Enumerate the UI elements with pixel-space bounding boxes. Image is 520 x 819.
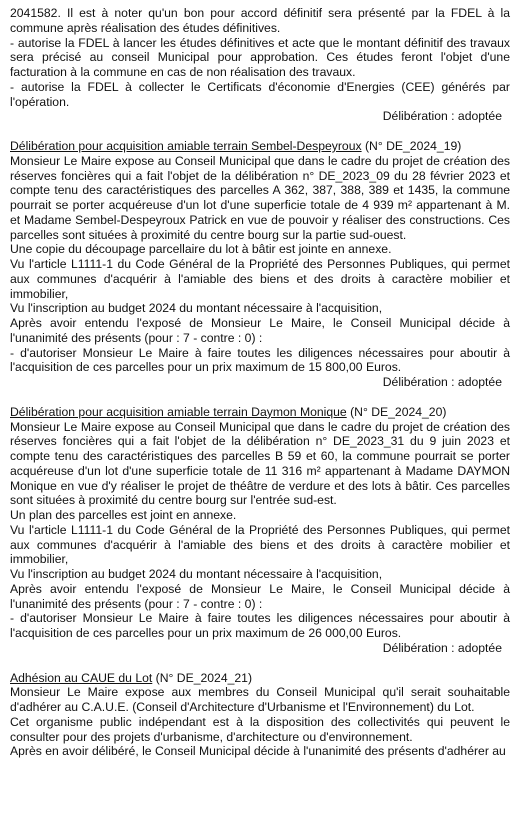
section-title: Adhésion au CAUE du Lot <box>10 670 153 685</box>
section-paragraph: Après avoir entendu l'exposé de Monsieur Le Maire, le Conseil Municipal décide à l'unanimité des présents (pour : 7 - contre : 0) : <box>10 581 510 611</box>
section-title: Délibération pour acquisition amiable terrain Daymon Monique <box>10 404 347 419</box>
intro-result: Délibération : adoptée <box>382 109 502 124</box>
section-paragraph: Un plan des parcelles est joint en annexe. <box>10 508 237 522</box>
section-sembel-despeyroux <box>10 139 510 390</box>
section-reference: (N° DE_2024_19) <box>361 139 462 153</box>
intro-paragraph-1: 2041582. Il est à noter qu'un bon pour accord définitif sera présenté par la FDEL à la commune après réalisation des études définitives. <box>10 6 510 35</box>
section-paragraph: Après avoir entendu l'exposé de Monsieur Le Maire, le Conseil Municipal décide à l'unanimité des présents (pour : 7 - contre : 0) : <box>10 316 510 345</box>
section-paragraph: Une copie du découpage parcellaire du lot à bâtir est jointe en annexe. <box>10 242 392 257</box>
section-reference: (N° DE_2024_21) <box>152 670 253 685</box>
section-caue-du-lot <box>10 671 510 760</box>
intro-paragraph-2: - autorise la FDEL à lancer les études définitives et acte que le montant définitif des travaux sera précisé au conseil Municipal pour approbation. Ces études feront l'objet d'une facturation à la commune en cas de non réalisation des travaux. <box>10 35 510 79</box>
section-paragraph: - d'autoriser Monsieur Le Maire à faire toutes les diligences nécessaires pour aboutir à l'acquisition de ces parcelles pour un prix maximum de 26 000,00 Euros. <box>10 611 510 640</box>
section-reference: (N° DE_2024_20) <box>346 404 447 419</box>
section-paragraph: Vu l'article L1111-1 du Code Général de la Propriété des Personnes Publiques, qui permet aux communes d'acquérir à l'amiable des biens et des droits à caractère mobilier et immobilier, <box>10 257 510 301</box>
section-paragraph: Monsieur Le Maire expose au Conseil Municipal que dans le cadre du projet de création des réserves foncières qui a fait l'objet de la délibération n° DE_2023_31 du 9 juin 2023 et compte tenu des caractéristiques des parcelles B 59 et 60, la commune pourrait se porter acquéreuse d'un lot d'une superficie totale de 11 316 m² appartenant à Madame DAYMON Monique en vue d'y réaliser le projet de théâtre de verdure et des lots à bâtir. Ces parcelles sont situées à proximité du centre bourg sur l'entrée sud-est. <box>10 419 510 508</box>
section-heading <box>10 405 510 420</box>
section-result: Délibération : adoptée <box>382 375 502 389</box>
section-paragraph: - d'autoriser Monsieur Le Maire à faire toutes les diligences nécessaires pour aboutir à l'acquisition de ces parcelles pour un prix maximum de 15 800,00 Euros. <box>10 345 510 375</box>
intro-block <box>10 6 510 124</box>
section-daymon-monique <box>10 405 510 656</box>
section-paragraph: Cet organisme public indépendant est à la disposition des collectivités qui peuvent le consulter pour des projets d'urbanisme, d'architecture ou d'environnement. <box>10 714 510 744</box>
section-title: Délibération pour acquisition amiable terrain Sembel-Despeyroux <box>10 139 362 153</box>
section-paragraph: Vu l'inscription au budget 2024 du montant nécessaire à l'acquisition, <box>10 301 383 316</box>
section-paragraph: Monsieur Le Maire expose au Conseil Municipal que dans le cadre du projet de création des réserves foncières qui a fait l'objet de la délibération n° DE_2023_09 du 28 février 2023 et compte tenu des caractéristiques des parcelles A 362, 387, 388, 389 et 1435, la commune pourrait se porter acquéreuse d'un lot d'une superficie totale de 4 939 m² appartenant à M. et Madame Sembel-Despeyroux Patrick en vue de pouvoir y réaliser des constructions. Ces parcelles sont situées à proximité du centre bourg sur la partie sud-ouest. <box>10 153 510 242</box>
section-paragraph: Après en avoir délibéré, le Conseil Municipal décide à l'unanimité des présents d'adhérer au <box>10 744 506 759</box>
intro-paragraph-3: - autorise la FDEL à collecter le Certificats d'économie d'Energies (CEE) générés par l'opération. <box>10 79 510 109</box>
section-heading <box>10 139 510 154</box>
section-paragraph: Vu l'article L1111-1 du Code Général de la Propriété des Personnes Publiques, qui permet aux communes d'acquérir à l'amiable des biens et des droits à caractère mobilier et immobilier, <box>10 522 510 567</box>
section-paragraph: Monsieur Le Maire expose aux membres du Conseil Municipal qu'il serait souhaitable d'adhérer au C.A.U.E. (Conseil d'Architecture d'Urbanisme et l'Environnement) du Lot. <box>10 685 510 714</box>
section-result: Délibération : adoptée <box>382 640 502 655</box>
section-heading <box>10 671 510 686</box>
section-paragraph: Vu l'inscription au budget 2024 du montant nécessaire à l'acquisition, <box>10 567 383 581</box>
